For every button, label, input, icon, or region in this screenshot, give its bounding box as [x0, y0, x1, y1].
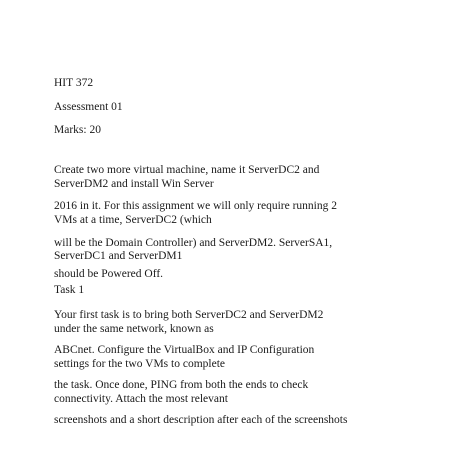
intro-line: should be Powered Off. [54, 268, 164, 280]
intro-line: ServerDM2 and install Win Server [54, 178, 214, 190]
task-line: settings for the two VMs to complete [54, 358, 225, 370]
task-line: ABCnet. Configure the VirtualBox and IP Configuration [54, 344, 315, 356]
task-line: the task. Once done, PING from both the ends to check [54, 379, 309, 391]
intro-line: ServerDC1 and ServerDM1 [54, 250, 183, 262]
task-line: under the same network, known as [54, 323, 214, 335]
intro-line: will be the Domain Controller) and ServerDM2. ServerSA1, [54, 237, 333, 249]
task-line: screenshots and a short description after each of the screenshots [54, 414, 348, 426]
intro-line: VMs at a time, ServerDC2 (which [54, 214, 212, 226]
marks-label: Marks: 20 [54, 124, 101, 136]
course-code: HIT 372 [54, 77, 94, 89]
assessment-title: Assessment 01 [54, 101, 123, 113]
task-line: connectivity. Attach the most relevant [54, 393, 228, 405]
task-heading: Task 1 [54, 284, 85, 296]
task-line: Your first task is to bring both ServerDC2 and ServerDM2 [54, 309, 324, 321]
intro-line: 2016 in it. For this assignment we will only require running 2 [54, 200, 338, 212]
intro-line: Create two more virtual machine, name it ServerDC2 and [54, 164, 320, 176]
